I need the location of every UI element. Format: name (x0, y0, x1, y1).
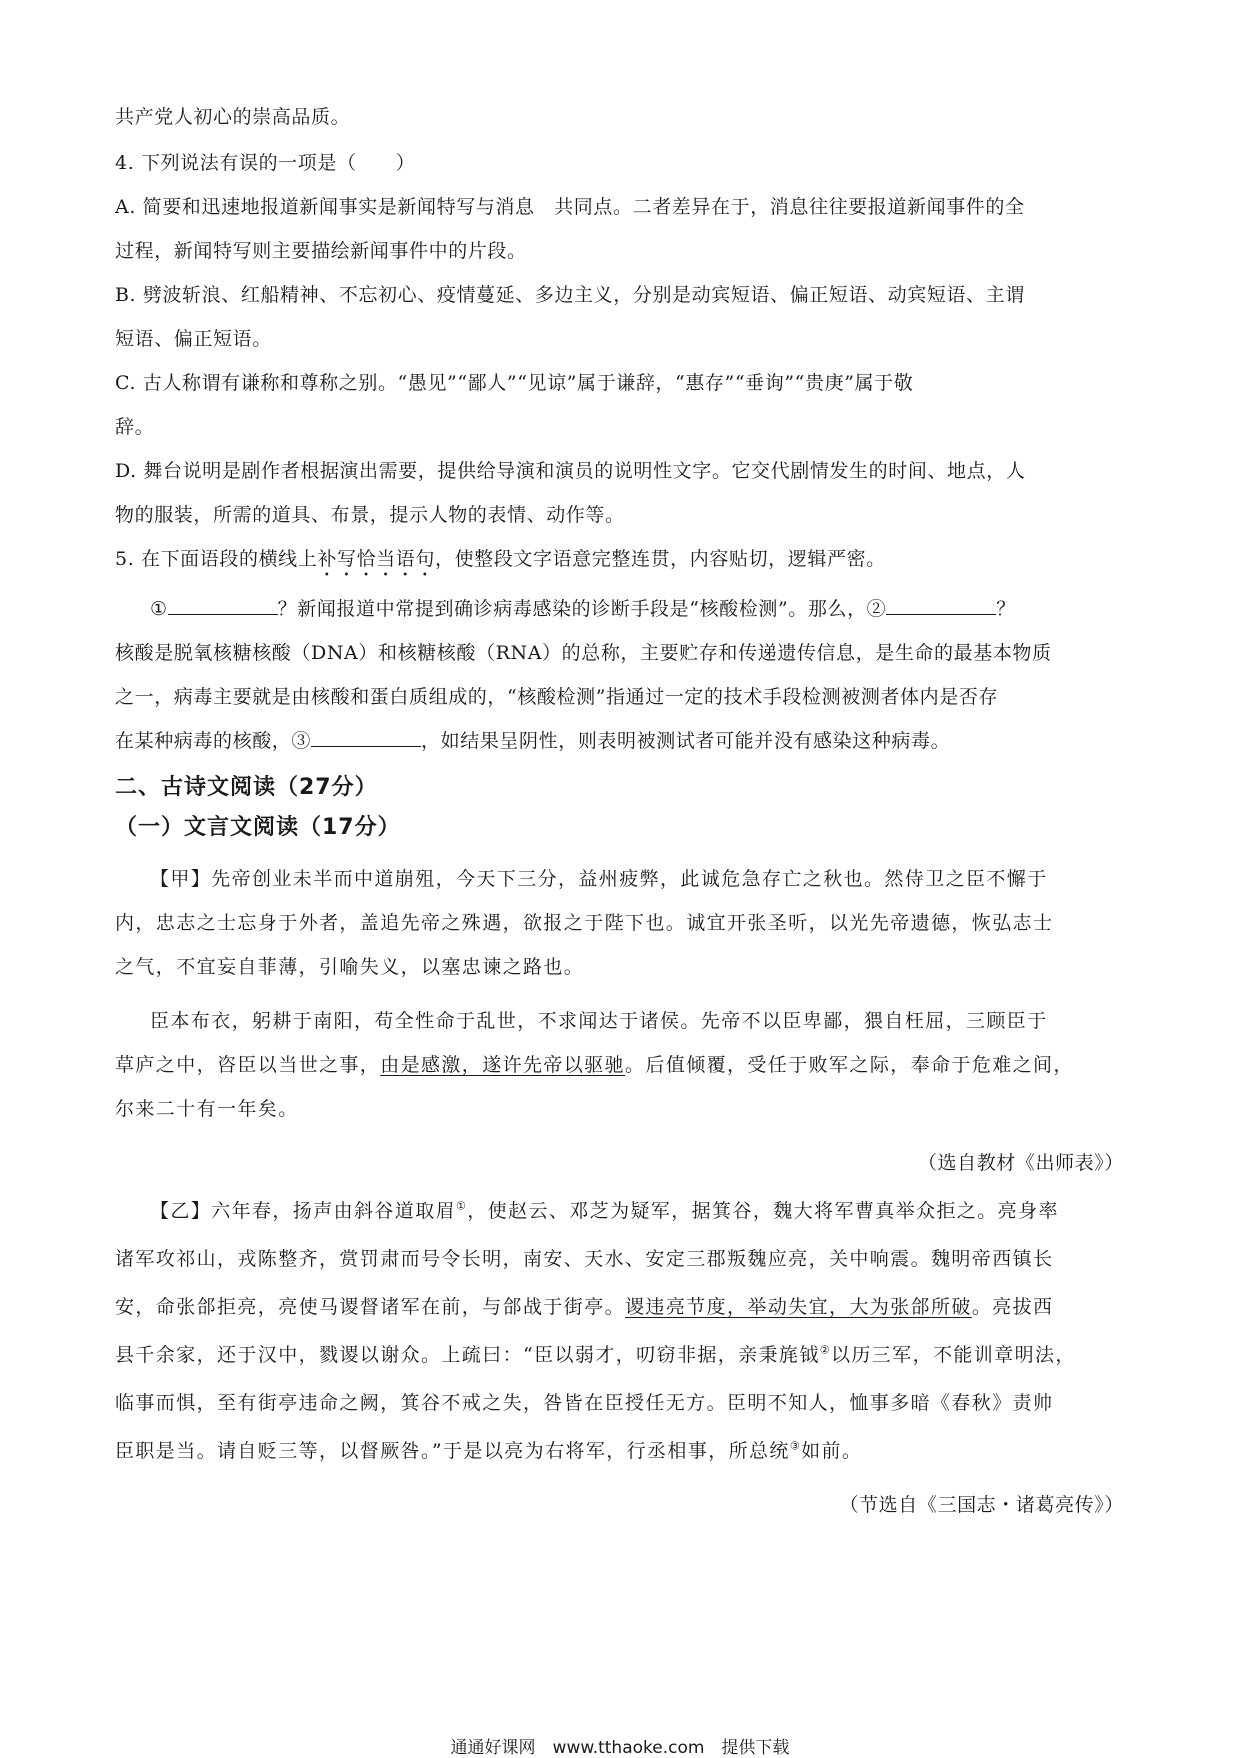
classical-text-line: 内，忠志之士忘身于外者，盖追先帝之殊遇，欲报之于陛下也。诚宜开张圣听，以光先帝遗德，恢弘志士 (115, 912, 1054, 934)
option-a: A. 简要和迅速地报道新闻事实是新闻特写与消息 共同点。二者差异在于，消息往往要报道新闻事件的全 (115, 196, 1025, 218)
option-b: B. 劈波斩浪、红船精神、不忘初心、疫情蔓延、多边主义，分别是动宾短语、偏正短语、动宾短语、主谓 (115, 284, 1025, 306)
classical-text-line: 之气，不宜妄自菲薄，引喻失义，以塞忠谏之路也。 (115, 956, 585, 978)
classical-text-line (115, 1292, 1053, 1319)
classical-text: 。后值倾覆，受任于败军之际，奉命于危难之间， (625, 1054, 1074, 1076)
option-d-cont: 物的服装，所需的道具、布景，提示人物的表情、动作等。 (115, 504, 625, 526)
question-4: 4. 下列说法有误的一项是（ ） (115, 152, 416, 174)
classical-text: 【乙】六年春，扬声由斜谷道取眉 (150, 1200, 457, 1222)
classical-text-line (150, 1196, 1059, 1223)
option-a-cont: 过程，新闻特写则主要描绘新闻事件中的片段。 (115, 240, 527, 262)
classical-text: ，使赵云、邓芝为疑军，据箕谷，魏大将军曹真举众拒之。亮身率 (467, 1200, 1059, 1222)
passage-line: 核酸是脱氧核糖核酸（DNA）和核糖核酸（RNA）的总称，主要贮存和传递遗传信息，是生命的最基本物质 (115, 642, 1052, 664)
passage-line (115, 726, 950, 753)
option-c-cont: 辞。 (115, 416, 155, 438)
passage-line (150, 594, 1016, 621)
classical-text: 以历三军，不能训章明法， (830, 1344, 1076, 1366)
classical-text-line (115, 1340, 1076, 1367)
blank-3[interactable] (311, 730, 421, 747)
underlined-sentence: 谡违亮节度，举动失宜，大为张郃所破 (625, 1296, 972, 1318)
passage-text: ，如结果呈阴性，则表明被测试者可能并没有感染这种病毒。 (421, 730, 951, 752)
classical-text: 如前。 (801, 1440, 863, 1462)
classical-text-line: 临事而惧，至有街亭违命之阙，箕谷不戒之失，咎皆在臣授任无方。臣明不知人，恤事多暗《春秋》责帅 (115, 1392, 1054, 1414)
classical-text: 安，命张郃拒亮，亮使马谡督诸军在前，与郃战于街亭。 (115, 1296, 626, 1318)
classical-text: 县千余家，还于汉中，戮谡以谢众。上疏曰：“臣以弱才，叨窃非据，亲秉旄钺 (115, 1344, 820, 1366)
classical-text-line: 臣本布衣，躬耕于南阳，苟全性命于乱世，不求闻达于诸侯。先帝不以臣卑鄙，猥自枉屈，三顾臣于 (150, 1010, 1048, 1032)
classical-text-line: 尔来二十有一年矣。 (115, 1098, 299, 1120)
classical-text: 臣职是当。请自贬三等，以督厥咎。”于是以亮为右将军，行丞相事，所总统 (115, 1440, 790, 1462)
passage-text: ？ (996, 598, 1016, 620)
classical-text: 。亮拔西 (971, 1296, 1054, 1318)
underlined-sentence: 由是感激，遂许先帝以驱驰 (380, 1054, 626, 1076)
option-d: D. 舞台说明是剧作者根据演出需要，提供给导演和演员的说明性文字。它交代剧情发生的时间、地点，人 (115, 460, 1026, 482)
classical-text-line: 【甲】先帝创业未半而中道崩殂，今天下三分，益州疲弊，此诚危急存亡之秋也。然侍卫之臣不懈于 (150, 868, 1048, 890)
source-citation: （选自教材《出师表》） (917, 1152, 1124, 1174)
passage-text: 在某种病毒的核酸，③ (115, 730, 312, 752)
option-c: C. 古人称谓有谦称和尊称之别。“愚见”“鄙人”“见谅”属于谦辞，“惠存”“垂询”“贵庚”属于敬 (115, 372, 914, 394)
blank-2[interactable] (886, 598, 996, 615)
footnote-mark: ③ (789, 1439, 802, 1453)
classical-text: 草庐之中，咨臣以当世之事， (115, 1054, 381, 1076)
passage-text: ？新闻报道中常提到确诊病毒感染的诊断手段是“核酸检测”。那么，② (277, 598, 887, 620)
blank-1[interactable] (168, 598, 278, 615)
text-line: 共产党人初心的崇高品质。 (115, 106, 351, 128)
q5-post: ，使整段文字语意完整连贯，内容贴切，逻辑严密。 (434, 548, 886, 570)
q5-pre: 5. 在下面语段的横线上 (115, 548, 318, 570)
footnote-mark: ② (819, 1343, 831, 1357)
footer-watermark: 通通好课网 www.tthaoke.com 提供下载 (450, 1738, 790, 1758)
classical-text-line (115, 1050, 1074, 1077)
question-5 (115, 544, 886, 581)
classical-text-line: 诸军攻祁山，戎陈整齐，赏罚肃而号令长明，南安、天水、安定三郡叛魏应亮，关中响震。魏明帝西镇长 (115, 1248, 1054, 1270)
q5-emphasis: 补写恰当语句 (317, 548, 435, 570)
passage-line: 之一，病毒主要就是由核酸和蛋白质组成的，“核酸检测”指通过一定的技术手段检测被测者体内是否存 (115, 686, 999, 708)
classical-text-line (115, 1436, 862, 1463)
subsection-heading: （一）文言文阅读（17分） (115, 815, 401, 840)
blank-1-marker: ① (150, 598, 168, 620)
option-b-cont: 短语、偏正短语。 (115, 328, 272, 350)
section-heading: 二、古诗文阅读（27分） (115, 775, 378, 800)
footnote-mark: ① (456, 1199, 468, 1213)
source-citation: （节选自《三国志・诸葛亮传》） (839, 1494, 1124, 1516)
